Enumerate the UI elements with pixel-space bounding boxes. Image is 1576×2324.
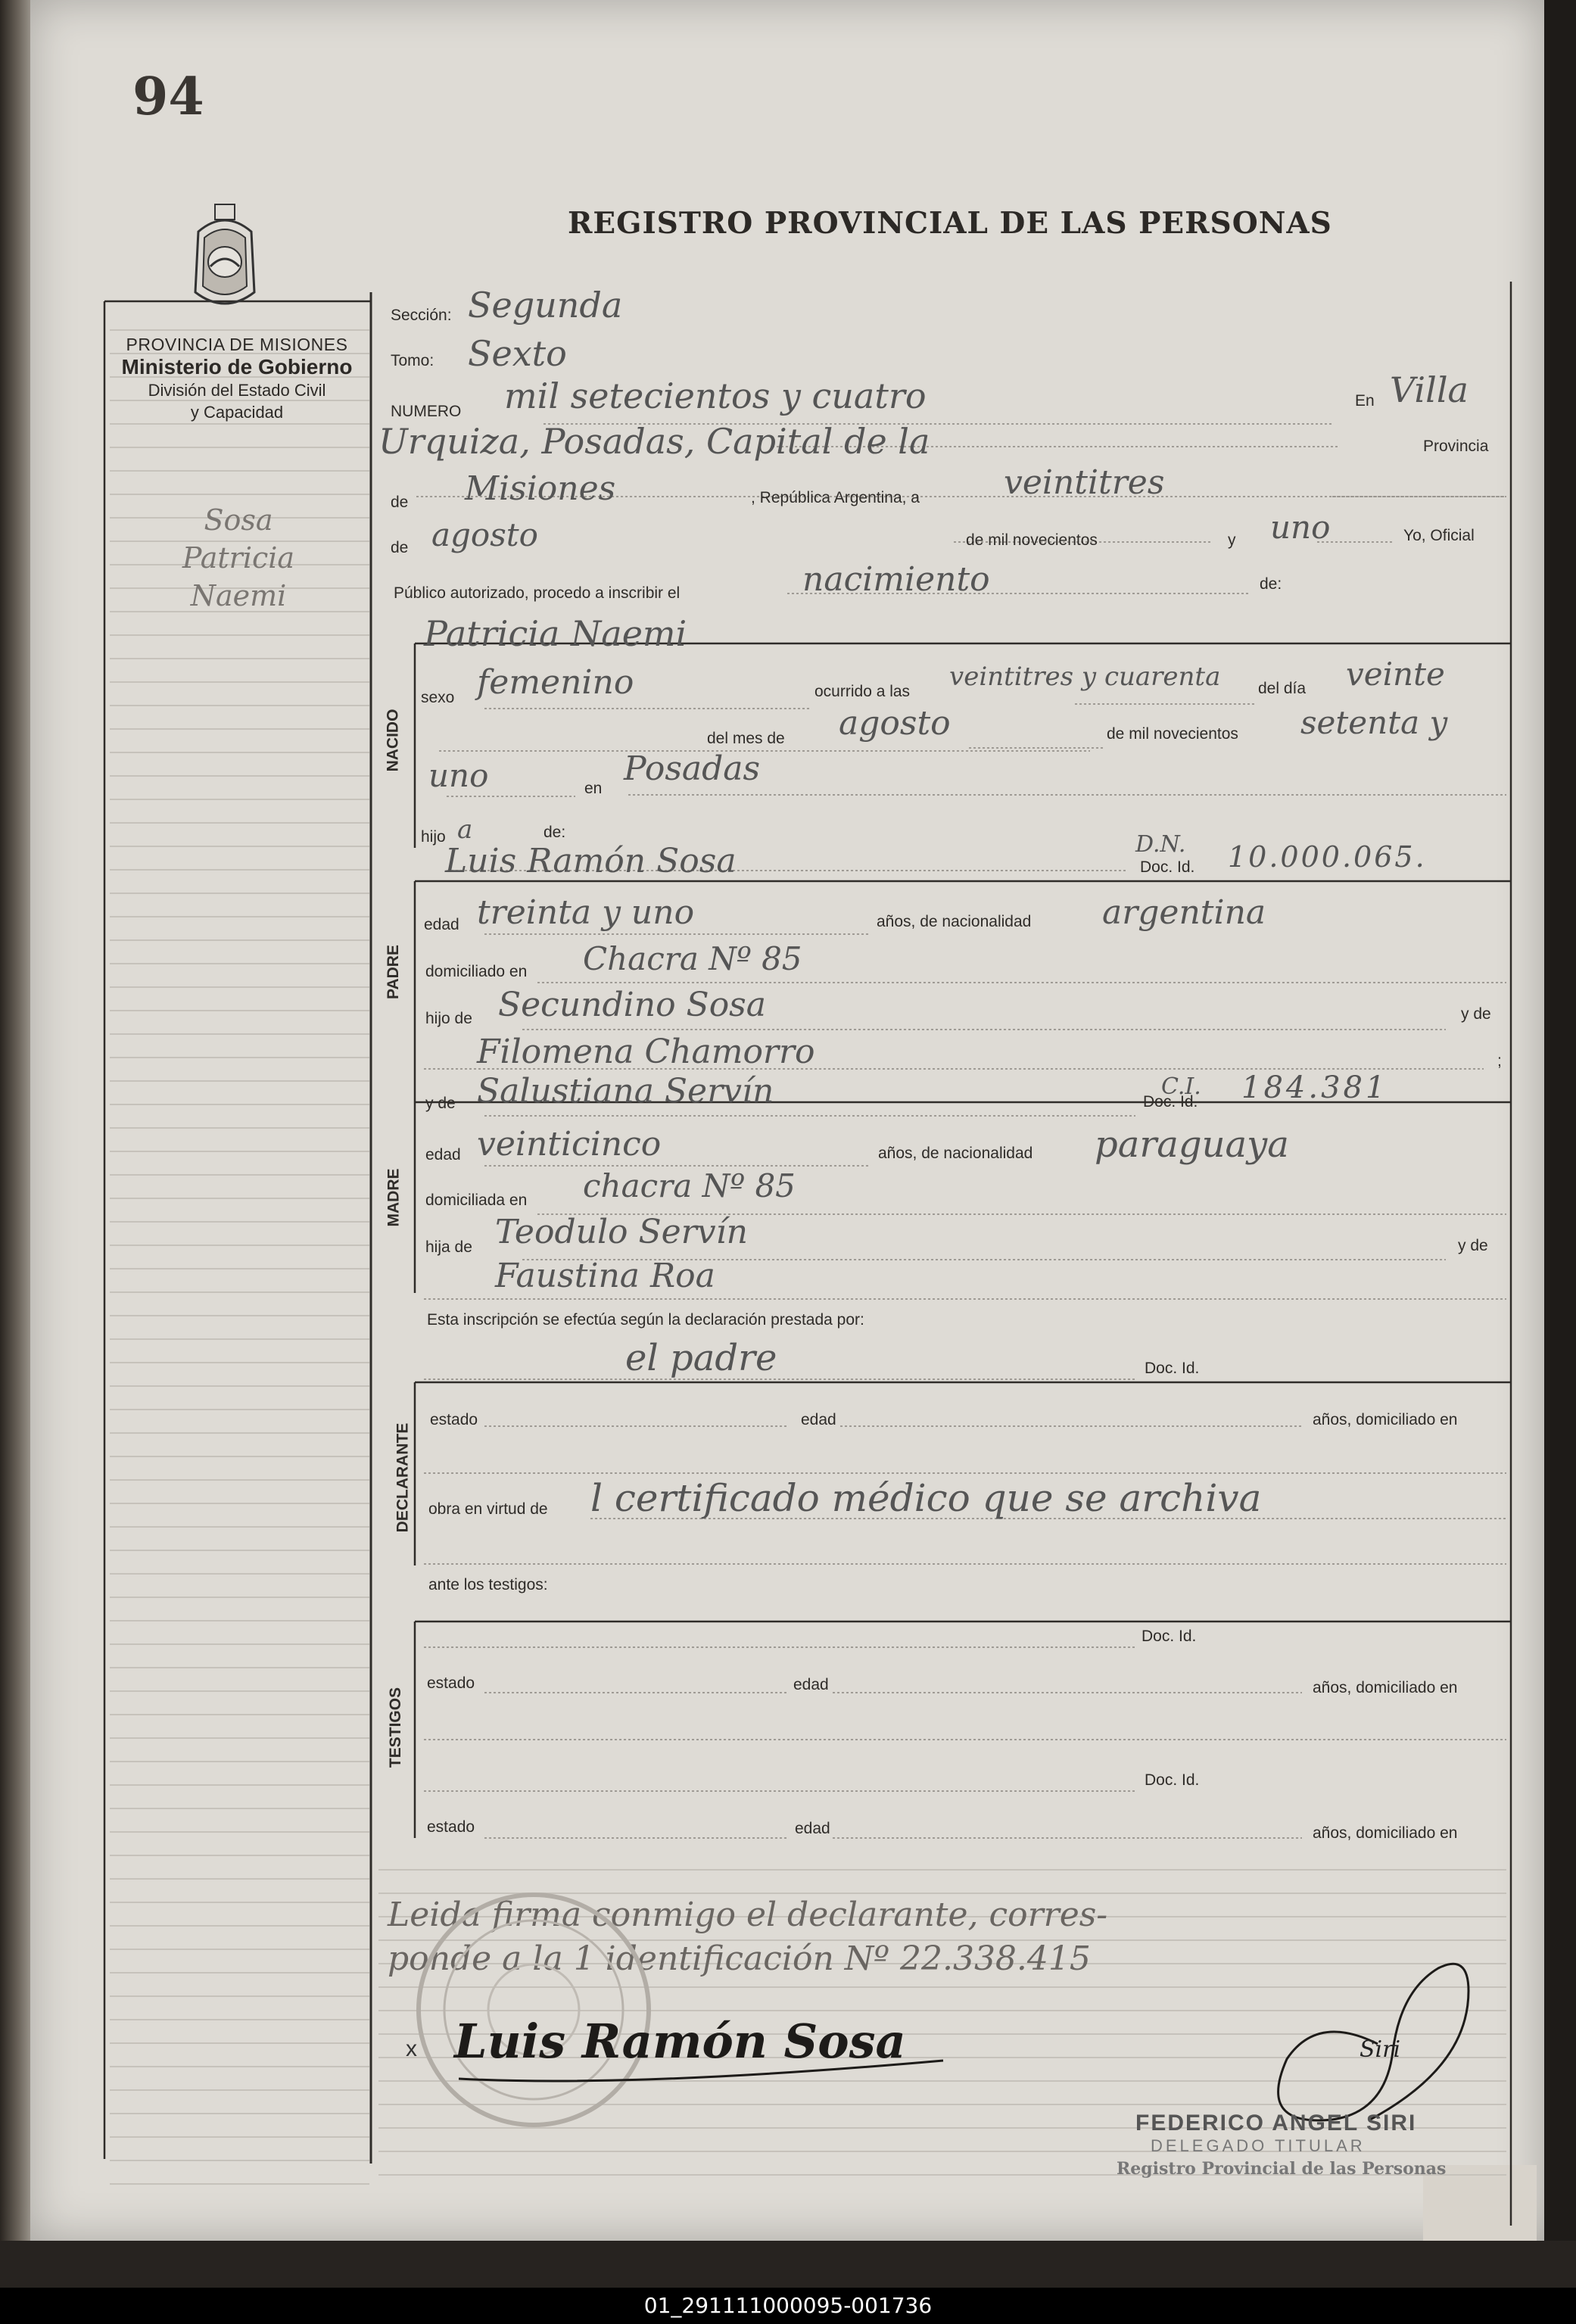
label-domiciliado-padre: domiciliado en: [425, 963, 528, 980]
label-hijo-de-padre: hijo de: [425, 1010, 472, 1027]
document-title: REGISTRO PROVINCIAL DE LAS PERSONAS: [568, 206, 1332, 241]
margin-name-1: Patricia: [182, 541, 295, 575]
label-de-colon: de:: [1260, 575, 1282, 593]
hw-lugar: Urquiza, Posadas, Capital de la: [378, 421, 930, 462]
label-estado-declarante: estado: [430, 1411, 478, 1428]
label-testigos: ante los testigos:: [428, 1576, 548, 1593]
division-label-1: División del Estado Civil: [148, 381, 326, 400]
label-tomo: Tomo:: [391, 352, 434, 369]
signature-x-mark: x: [406, 2036, 417, 2061]
label-del-dia: del día: [1258, 680, 1307, 697]
label-anos-nac-madre: años, de nacionalidad: [878, 1145, 1033, 1162]
label-sexo: sexo: [421, 689, 455, 706]
label-estado-testigo-2: estado: [427, 1818, 475, 1836]
section-label-padre: PADRE: [384, 945, 402, 999]
label-semicolon: ;: [1497, 1052, 1502, 1070]
hw-padre-doc-tipo: D.N.: [1135, 831, 1186, 858]
signature-flourish-icon: [451, 2051, 951, 2089]
hw-padre-padre: Secundino Sosa: [498, 986, 766, 1024]
label-y-de-madre: y de: [425, 1095, 456, 1112]
section-label-madre: MADRE: [385, 1168, 403, 1227]
section-label-nacido: NACIDO: [384, 709, 402, 772]
hw-provincia: Misiones: [465, 469, 616, 508]
label-de-mil: de mil novecientos: [966, 531, 1098, 549]
hw-madre-edad: veinticinco: [477, 1125, 662, 1164]
hw-nota-1: Leida firma conmigo el declarante, corres-: [388, 1896, 1108, 1934]
hw-en: Villa: [1390, 369, 1469, 410]
hw-mes-registro: agosto: [431, 516, 538, 553]
hw-madre-madre: Faustina Roa: [495, 1257, 715, 1295]
label-edad-testigo-2: edad: [795, 1820, 830, 1837]
label-de-semi: de:: [544, 824, 566, 841]
label-de-mil-2: de mil novecientos: [1107, 725, 1238, 743]
label-inscripcion: Esta inscripción se efectúa según la declaración prestada por:: [427, 1311, 864, 1329]
hw-ano-2: uno: [428, 757, 489, 794]
hw-ano-1: setenta y: [1300, 704, 1448, 741]
official-initials: Siri: [1360, 2036, 1401, 2063]
hw-padre-nombre: Luis Ramón Sosa: [445, 842, 737, 880]
label-anos-dom-testigo-1: años, domiciliado en: [1313, 1679, 1458, 1696]
label-y-de-padre: y de: [1461, 1005, 1491, 1023]
label-edad-madre: edad: [425, 1146, 461, 1164]
label-doc-id-4: Doc. Id.: [1142, 1628, 1197, 1645]
label-hijo: hijo: [421, 828, 446, 846]
hw-madre-padre: Teodulo Servín: [495, 1213, 748, 1251]
province-label: PROVINCIA DE MISIONES: [126, 335, 348, 354]
hw-padre-dom: Chacra Nº 85: [583, 940, 802, 977]
hw-seccion: Segunda: [468, 285, 623, 326]
label-doc-id-2: Doc. Id.: [1143, 1093, 1198, 1111]
label-numero: NUMERO: [391, 403, 462, 420]
office-block: [104, 335, 369, 423]
label-republica: , República Argentina, a: [751, 489, 920, 506]
hw-lugar-nac: Posadas: [624, 749, 761, 788]
hw-padre-edad: treinta y uno: [477, 893, 695, 932]
margin-name-2: Naemi: [190, 579, 287, 612]
label-en: En: [1355, 392, 1375, 410]
hw-madre-nac: paraguaya: [1095, 1123, 1289, 1166]
hw-declarante: el padre: [625, 1337, 777, 1379]
hw-madre-nombre: Salustiana Servín: [477, 1072, 774, 1111]
hw-padre-nac: argentina: [1102, 893, 1266, 932]
label-obra: obra en virtud de: [428, 1500, 548, 1518]
hw-dia: veinte: [1346, 656, 1445, 693]
hw-obra: l certificado médico que se archiva: [590, 1476, 1262, 1520]
label-anos-nac-padre: años, de nacionalidad: [877, 913, 1032, 930]
label-doc-id-5: Doc. Id.: [1145, 1771, 1200, 1789]
official-name: FEDERICO ANGEL SIRI: [1135, 2111, 1417, 2136]
label-provincia: Provincia: [1423, 438, 1489, 455]
hw-ano-registro: uno: [1270, 509, 1331, 546]
hw-mes: agosto: [839, 704, 951, 743]
hw-madre-doc: 184.381: [1241, 1070, 1388, 1105]
section-label-declarante: DECLARANTE: [394, 1422, 412, 1533]
label-publico: Público autorizado, procedo a inscribir el: [394, 584, 681, 602]
margin-surname: Sosa: [204, 503, 273, 537]
hw-madre-doc-tipo: C.I.: [1161, 1073, 1201, 1100]
declarant-signature: Luis Ramón Sosa: [454, 2014, 906, 2069]
official-seal-icon: [409, 1885, 659, 2135]
hw-madre-dom: chacra Nº 85: [583, 1167, 796, 1204]
label-edad-declarante: edad: [801, 1411, 836, 1428]
label-seccion: Sección:: [391, 307, 452, 324]
label-y-de-madre-2: y de: [1458, 1237, 1488, 1254]
hw-nota-2: ponde a la 1 identificación Nº 22.338.415: [388, 1939, 1091, 1978]
label-doc-id-1: Doc. Id.: [1140, 858, 1195, 876]
label-yo-oficial: Yo, Oficial: [1403, 527, 1475, 544]
label-anos-dom-testigo-2: años, domiciliado en: [1313, 1824, 1458, 1842]
official-office: Registro Provincial de las Personas: [1117, 2159, 1447, 2179]
hw-hora: veintitres y cuarenta: [949, 662, 1221, 692]
hw-dia-registro: veintitres: [1004, 463, 1165, 502]
label-del-mes: del mes de: [707, 730, 785, 747]
page-number: 94: [132, 67, 204, 127]
hw-hijo-sufijo: a: [457, 815, 473, 845]
division-label-2: y Capacidad: [190, 403, 284, 422]
label-estado-testigo-1: estado: [427, 1674, 475, 1692]
label-de-2: de: [391, 539, 409, 556]
label-de-1: de: [391, 494, 409, 511]
label-y: y: [1228, 531, 1236, 549]
hw-nombre: Patricia Naemi: [424, 613, 687, 654]
label-hija-de: hija de: [425, 1238, 472, 1256]
label-en-lugar: en: [584, 780, 603, 797]
label-anos-dom-declarante: años, domiciliado en: [1313, 1411, 1458, 1428]
hw-sexo: femenino: [477, 663, 634, 702]
image-caption: 01_291111000095-001736: [0, 2288, 1576, 2324]
label-doc-id-3: Doc. Id.: [1145, 1360, 1200, 1377]
hw-tomo: Sexto: [468, 333, 567, 374]
label-domiciliada: domiciliada en: [425, 1192, 528, 1209]
hw-padre-doc: 10.000.065.: [1228, 840, 1427, 874]
section-label-testigos: TESTIGOS: [387, 1687, 405, 1768]
label-edad-padre: edad: [424, 916, 459, 933]
label-ocurrido: ocurrido a las: [814, 683, 911, 700]
hw-numero: mil setecientos y cuatro: [504, 375, 927, 416]
hw-acto: nacimiento: [802, 560, 990, 599]
official-title: DELEGADO TITULAR: [1151, 2136, 1366, 2155]
coat-of-arms-icon: [185, 201, 265, 322]
label-edad-testigo-1: edad: [793, 1676, 829, 1693]
hw-padre-madre: Filomena Chamorro: [477, 1033, 815, 1071]
ministry-label: Ministerio de Gobierno: [121, 355, 353, 379]
margin-note: [159, 501, 318, 615]
